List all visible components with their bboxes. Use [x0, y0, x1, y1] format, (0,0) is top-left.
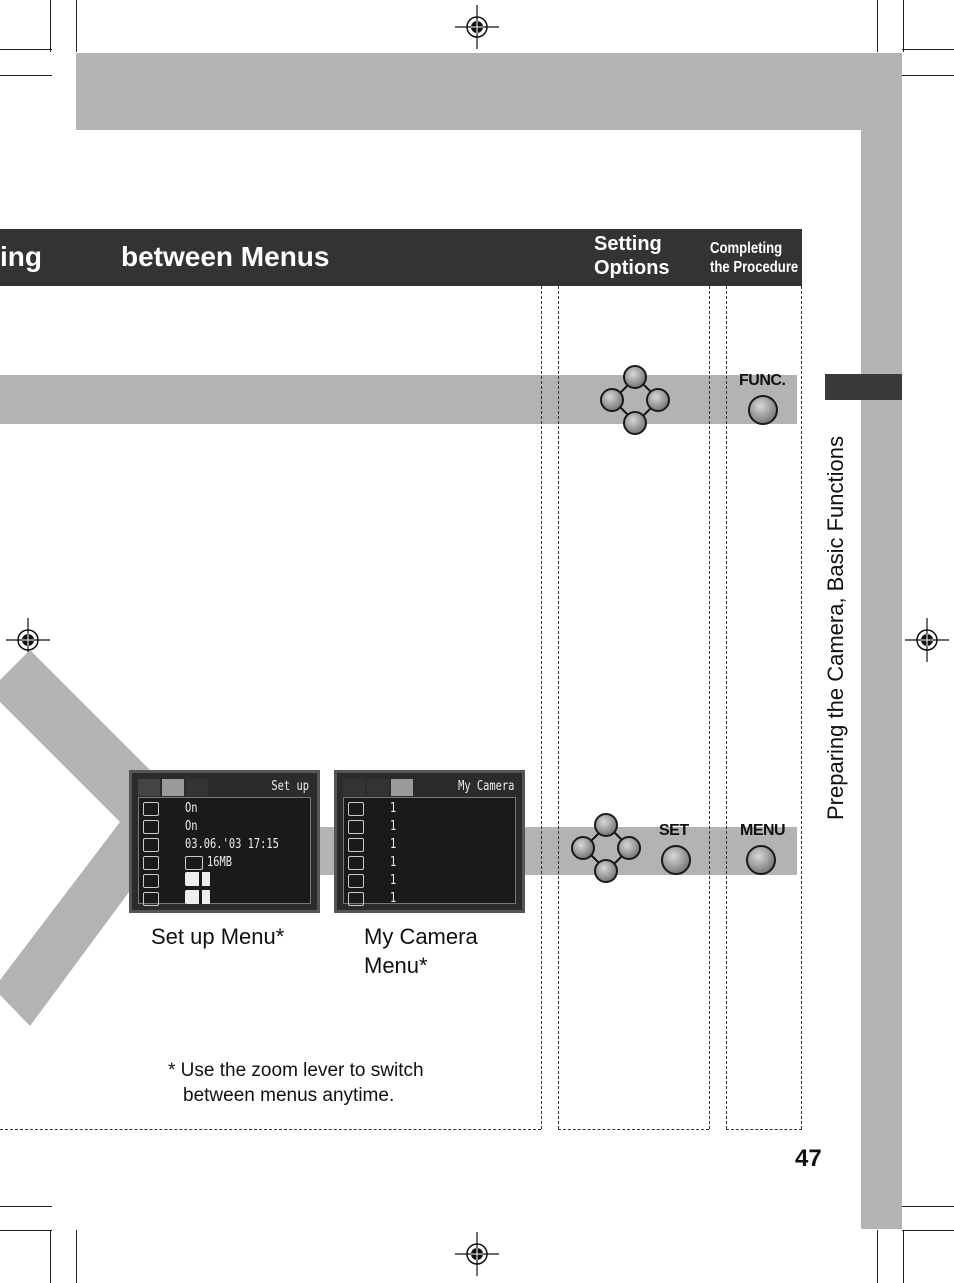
mycamera-menu-title: My Camera — [457, 779, 514, 794]
crop-mark — [76, 0, 77, 52]
selftimer-sound-icon — [348, 874, 364, 888]
column-divider — [801, 286, 802, 1129]
footnote-line1: * Use the zoom lever to switch — [168, 1060, 424, 1081]
left-button[interactable] — [571, 836, 595, 860]
header-left-fragment: ing — [0, 241, 42, 272]
section-side-label: Preparing the Camera, Basic Functions — [823, 436, 848, 820]
side-grey-bar — [861, 53, 902, 1229]
mycamera-menu-screen — [334, 770, 525, 913]
crop-mark — [903, 0, 904, 52]
setup-row-value: 03.06.'03 17:15 — [185, 837, 279, 852]
left-button[interactable] — [600, 388, 624, 412]
level-bar-icon — [185, 872, 227, 886]
mycamera-menu-list — [343, 797, 516, 904]
setup-tab-icon — [162, 779, 184, 796]
mycamera-row-value: 1 — [390, 819, 397, 834]
setup-menu-title: Set up — [271, 779, 309, 794]
func-band — [0, 375, 797, 424]
startup-image-icon — [348, 820, 364, 834]
crop-mark — [877, 0, 878, 52]
crop-mark — [902, 75, 954, 76]
registration-mark — [455, 1232, 499, 1276]
mycamera-tab-icon — [186, 779, 208, 796]
setup-menu-caption: Set up Menu* — [151, 924, 285, 949]
lcd-icon — [143, 820, 159, 834]
crop-mark — [0, 49, 52, 50]
mycamera-tab-icon — [391, 779, 413, 796]
down-button[interactable] — [594, 859, 618, 883]
menu-button[interactable] — [746, 845, 776, 875]
crop-mark — [877, 1230, 878, 1283]
camera-tab-icon — [138, 779, 160, 796]
column-divider — [541, 286, 542, 1129]
right-button[interactable] — [617, 836, 641, 860]
crop-mark — [50, 0, 51, 52]
setup-tab-icon — [367, 779, 389, 796]
mycamera-row-value: 1 — [390, 837, 397, 852]
header-title: between Menus — [121, 241, 330, 272]
column-divider — [709, 286, 710, 1129]
volume-icon — [143, 874, 159, 888]
crop-mark — [0, 1230, 52, 1231]
clock-icon — [143, 838, 159, 852]
crop-mark — [50, 1230, 51, 1283]
cf-card-icon — [185, 856, 203, 870]
header-completing-line1: Completing — [710, 240, 783, 257]
set-button[interactable] — [661, 845, 691, 875]
shutter-sound-icon — [348, 892, 364, 906]
crop-mark — [902, 49, 954, 50]
up-button[interactable] — [623, 365, 647, 389]
speaker-icon — [143, 892, 159, 906]
bottom-divider — [558, 1129, 709, 1130]
down-button[interactable] — [623, 411, 647, 435]
func-button-label: FUNC. — [739, 372, 786, 389]
func-button[interactable] — [748, 395, 778, 425]
setup-menu-screen — [129, 770, 320, 913]
set-button-label: SET — [659, 822, 689, 839]
section-tab — [825, 374, 902, 400]
crop-mark — [0, 1206, 52, 1207]
mycamera-menu-caption-line2: Menu* — [364, 953, 428, 978]
footnote-line2: between menus anytime. — [183, 1085, 395, 1106]
crop-mark — [902, 1206, 954, 1207]
setup-menu-list — [138, 797, 311, 904]
crop-mark — [0, 75, 52, 76]
mycamera-row-value: 1 — [390, 873, 397, 888]
header-setting-line2: Options — [594, 257, 670, 279]
up-button[interactable] — [594, 813, 618, 837]
startup-sound-icon — [348, 838, 364, 852]
level-bar-icon — [185, 890, 227, 904]
registration-mark — [455, 5, 499, 49]
sound-icon — [143, 802, 159, 816]
four-way-controller-top[interactable] — [600, 365, 672, 435]
mycamera-row-value: 1 — [390, 801, 397, 816]
crop-mark — [76, 1230, 77, 1283]
four-way-controller-bottom[interactable] — [571, 813, 643, 883]
crop-mark — [903, 1230, 904, 1283]
header-band — [0, 229, 802, 286]
bottom-divider — [726, 1129, 802, 1130]
operation-sound-icon — [348, 856, 364, 870]
mycamera-menu-caption-line1: My Camera — [364, 924, 478, 949]
play-tab-icon — [343, 779, 365, 796]
format-icon — [143, 856, 159, 870]
setup-row-value: On — [185, 819, 198, 834]
setup-row-value: 16MB — [207, 855, 233, 870]
setup-row-value: On — [185, 801, 198, 816]
column-divider — [726, 286, 727, 1129]
menu-button-label: MENU — [740, 822, 786, 839]
crop-mark — [902, 1230, 954, 1231]
column-divider — [558, 286, 559, 1129]
bottom-divider — [0, 1129, 541, 1130]
mycamera-row-value: 1 — [390, 855, 397, 870]
page-number: 47 — [795, 1145, 822, 1172]
right-button[interactable] — [646, 388, 670, 412]
header-completing-line2: the Procedure — [710, 259, 799, 276]
mycamera-row-value: 1 — [390, 891, 397, 906]
registration-mark — [905, 618, 949, 662]
header-setting-line1: Setting — [594, 233, 662, 255]
theme-icon — [348, 802, 364, 816]
top-grey-bar — [76, 53, 902, 130]
